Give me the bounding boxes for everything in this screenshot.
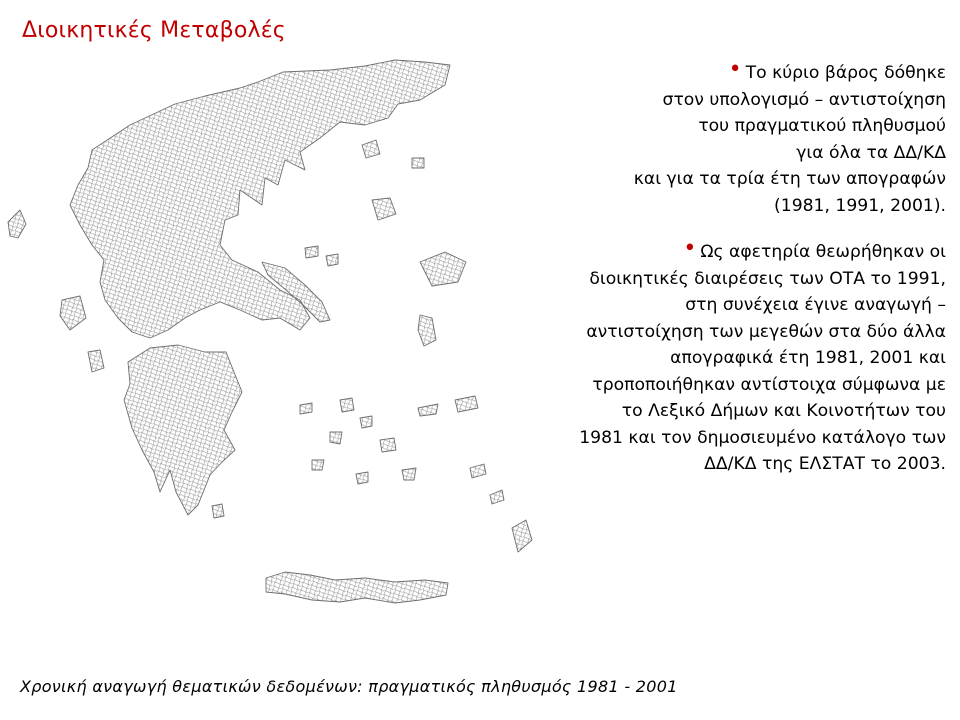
slide-title: Διοικητικές Μεταβολές [22, 18, 286, 43]
bullet-item-2 [516, 236, 946, 478]
slide-footer: Χρονική αναγωγή θεματικών δεδομένων: πραγματικός πληθυσμός 1981 - 2001 [20, 677, 678, 696]
bullet-line: • Ως αφετηρία θεωρήθηκαν οι [683, 236, 946, 262]
bullet-line: • Το κύριο βάρος δόθηκε [728, 57, 946, 83]
bullet-line: το Λεξικό Δήμων και Κοινοτήτων του [621, 401, 946, 421]
mainland-region [70, 60, 450, 338]
bullet-line: 1981 και τον δημοσιευμένο κατάλογο των [579, 427, 946, 448]
bullet-line: του πραγματικού πληθυσμού [698, 116, 946, 136]
bullet-line: διοικητικές διαιρέσεις των ΟΤΑ το 1991, [589, 268, 946, 289]
crete-region [266, 572, 448, 603]
bullet-line: στη συνέχεια έγινε αναγωγή – [685, 295, 946, 315]
greece-municipal-map [0, 50, 560, 650]
bullet-item-1 [516, 57, 946, 219]
bullet-line: για όλα τα ΔΔ/ΚΔ [796, 142, 946, 163]
bullet-dot-icon: • [728, 57, 742, 82]
bullet-line: ΔΔ/ΚΔ της ΕΛΣΤΑΤ το 2003. [704, 454, 946, 474]
bullet-dot-icon: • [683, 236, 697, 261]
bullet-line: απογραφικά έτη 1981, 2001 και [670, 348, 946, 368]
bullet-line: και για τα τρία έτη των απογραφών [633, 169, 946, 189]
bullet-line: αντιστοίχηση των μεγεθών στα δύο άλλα [586, 321, 946, 342]
bullet-list [516, 57, 946, 498]
bullet-line: στον υπολογισμό – αντιστοίχηση [662, 89, 946, 110]
bullet-line: (1981, 1991, 2001). [774, 195, 946, 216]
bullet-line: τροποποιήθηκαν αντίστοιχα σύμφωνα με [592, 374, 946, 395]
peloponnese-region [124, 345, 242, 515]
